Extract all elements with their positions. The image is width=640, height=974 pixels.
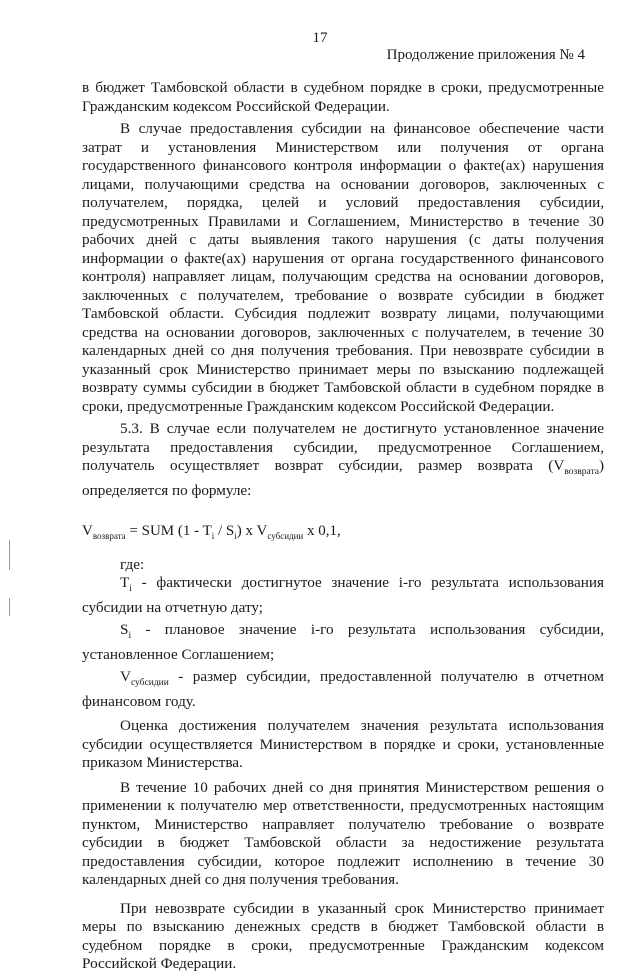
paragraph-financial-control: В случае предоставления субсидии на финансовое обеспечение части затрат и установления Министерством или получения от органа государственного финансового контроля информации о факте(ах) нарушения лицами, получающими средства на основании договоров, заключенных с получателем, порядка, целей и условий предоставления субсидии, предусмотренных Правилами и Соглашением, Министерство в течение 30 рабочих дней с даты выявления такого нарушения (с даты получения информации о факте(ах) нарушения от органа государственного финансового контроля) направляет лицам, получающим средства на основании договоров, заключенных с получателем, требование о возврате субсидии в бюджет Тамбовской области. Субсидия подлежит возврату лицами, получающими средства на основании договоров, заключенных с получателем, в течение 30 календарных дней со дня получения требования. При невозврате субсидии в указанный срок Министерство принимает меры по взысканию подлежащей возврату суммы субсидии в бюджет Тамбовской области в судебном порядке в сроки, предусмотренные Гражданским кодексом Российской Федерации. xyxy=(82,120,604,415)
formula-ti-sub: i xyxy=(211,531,215,542)
definition-ti xyxy=(82,574,604,617)
ti-definition-text: - фактически достигнутое значение i-го результата использования субсидии на отчетную дату; xyxy=(82,574,604,616)
formula-si-sub: i xyxy=(234,531,237,542)
formula-vsub-sub: субсидии xyxy=(267,531,304,542)
v-subscript: субсидии xyxy=(130,678,169,689)
paragraph-assessment: Оценка достижения получателем значения результата использования субсидии осуществляется Министерством в порядке и сроки, установленные приказом Министерства. xyxy=(82,717,604,772)
document-body xyxy=(82,79,604,974)
return-formula xyxy=(82,522,604,546)
subscript-vozvrata: возврата xyxy=(564,467,599,478)
formula-tail: x 0,1, xyxy=(303,523,341,540)
paragraph-10-days: В течение 10 рабочих дней со дня принятия Министерством решения о применении к получателю мер ответственности, предусмотренных настоящим пунктом, Министерство направляет получателю требование о возврате субсидии в бюджет Тамбовской области за недостижение результата предоставления субсидии, которое подлежит исполнению в течение 30 календарных дней со дня получения требования. xyxy=(82,778,604,889)
formula-mid: ) x V xyxy=(236,523,268,540)
formula-v-sub: возврата xyxy=(92,531,126,542)
ti-subscript: i xyxy=(129,584,132,595)
paragraph-5-3-text: 5.3. В случае если получателем не достигнуто установленное значение результата предоставления субсидии, предусмотренное Соглашением, получатель осуществляет возврат субсидии, размер возврата (V xyxy=(82,420,604,474)
v-symbol: V xyxy=(120,668,131,686)
si-definition-text: - плановое значение i-го результата использования субсидии, установленное Соглашением; xyxy=(82,621,604,663)
scan-margin-mark xyxy=(9,598,10,616)
where-label: где: xyxy=(120,555,145,573)
si-symbol: S xyxy=(120,621,129,639)
paragraph-non-return: При невозврате субсидии в указанный срок Министерство принимает меры по взысканию денежных средств в бюджет Тамбовской области в судебном порядке в сроки, предусмотренные Гражданским кодексом Российской Федерации. xyxy=(82,899,604,973)
definition-si xyxy=(82,621,604,664)
formula-slash: / S xyxy=(214,523,235,540)
v-definition-text: - размер субсидии, предоставленной получателю в отчетном финансовом году. xyxy=(82,668,604,710)
paragraph-5-3-tail: ) определяется по формуле: xyxy=(82,457,604,499)
appendix-label: Продолжение приложения № 4 xyxy=(386,47,585,63)
paragraph-continuation: в бюджет Тамбовской области в судебном порядке в сроки, предусмотренные Гражданским кодексом Российской Федерации. xyxy=(82,79,604,115)
paragraph-5-3 xyxy=(82,420,604,500)
scan-margin-mark xyxy=(9,540,10,570)
definition-v xyxy=(82,668,604,711)
ti-symbol: T xyxy=(120,574,130,592)
formula-eq: = SUM (1 - T xyxy=(125,523,212,540)
page-number: 17 xyxy=(312,30,328,46)
formula-v: V xyxy=(82,523,93,540)
si-subscript: i xyxy=(128,631,132,642)
